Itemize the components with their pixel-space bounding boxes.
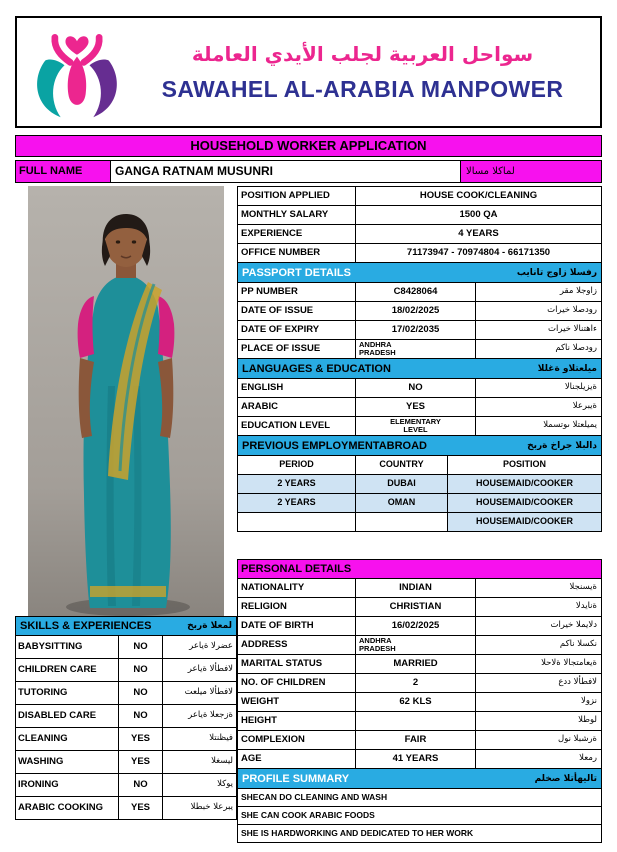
field-label-arabic: لافطألا ددع <box>475 674 601 692</box>
passport-section-header <box>237 263 602 283</box>
field-label: ARABIC COOKING <box>18 802 103 813</box>
field-label-arabic: ةنايدلا <box>475 598 601 616</box>
column-header-period: PERIOD <box>279 459 314 469</box>
field-label-arabic: يوكلا <box>217 779 233 789</box>
row-date-of-expiry <box>237 321 602 340</box>
column-header-position: POSITION <box>502 459 546 469</box>
field-label: DATE OF EXPIRY <box>241 324 320 335</box>
column-header-country: COUNTRY <box>355 456 448 474</box>
field-value <box>355 712 475 730</box>
field-label-arabic: رودصلا خيرات <box>475 302 601 320</box>
field-label-arabic: رمعلا <box>475 750 601 768</box>
field-label: CHILDREN CARE <box>18 664 97 675</box>
field-value: 71173947 - 70974804 - 66171350 <box>355 244 601 262</box>
row-cleaning <box>15 728 237 751</box>
field-value: ELEMENTARY LEVEL <box>390 417 441 434</box>
field-label: WASHING <box>18 756 64 767</box>
photo-area <box>15 186 237 616</box>
field-label-arabic: نكسلا ناكم <box>475 636 601 654</box>
employment-row-2 <box>237 494 602 513</box>
profile-summary-line: SHE CAN COOK ARABIC FOODS <box>237 807 602 825</box>
field-label: ADDRESS <box>241 639 288 650</box>
row-marital-status <box>237 655 602 674</box>
country-cell <box>355 513 448 531</box>
field-value: NO <box>118 682 163 704</box>
period-cell <box>238 513 355 531</box>
field-value: 4 YEARS <box>355 225 601 243</box>
skills-title-arabic: لمعلا ةربخ <box>187 621 232 631</box>
agency-name: SAWAHEL AL-ARABIA MANPOWER <box>161 75 564 102</box>
field-label: COMPLEXION <box>241 734 305 745</box>
full-name-value: GANGA RATNAM MUSUNRI <box>111 161 461 182</box>
row-arabic <box>237 398 602 417</box>
profile-section-header <box>237 769 602 789</box>
employment-title-arabic: دالبلا جراخ ةربخ <box>527 440 597 451</box>
field-label: OFFICE NUMBER <box>241 247 321 258</box>
field-label-arabic: فيظنتلا <box>209 733 233 743</box>
field-label: HEIGHT <box>241 715 277 726</box>
field-label: AGE <box>241 753 262 764</box>
passport-title-arabic: رفسلا زاوج تانايب <box>516 267 597 278</box>
field-value: INDIAN <box>355 579 475 597</box>
full-name-label-arabic: لماكلا مسالا <box>461 161 601 182</box>
field-label-arabic: ةيبرعلا <box>475 398 601 416</box>
field-label: DATE OF ISSUE <box>241 305 314 316</box>
period-cell: 2 YEARS <box>238 494 355 512</box>
employment-row-3 <box>237 513 602 532</box>
personal-section-header: PERSONAL DETAILS <box>237 559 602 579</box>
field-value: YES <box>355 398 475 416</box>
field-label: EDUCATION LEVEL <box>241 420 331 431</box>
field-label-arabic: ةيسنجلا <box>475 579 601 597</box>
field-label: ARABIC <box>241 401 278 412</box>
field-value: 17/02/2035 <box>355 321 475 339</box>
row-no-of-children <box>237 674 602 693</box>
field-label: MARITAL STATUS <box>241 658 323 669</box>
field-value: NO <box>118 774 163 796</box>
languages-section-header <box>237 359 602 379</box>
field-label: RELIGION <box>241 601 287 612</box>
field-label: NATIONALITY <box>241 582 305 593</box>
field-label-arabic: لافطألا ةياعر <box>187 664 233 674</box>
row-experience <box>237 225 602 244</box>
field-label: BABYSITTING <box>18 641 83 652</box>
row-education-level <box>237 417 602 436</box>
row-monthly-salary <box>237 206 602 225</box>
field-value: ANDHRA PRADESH <box>359 340 396 357</box>
field-value: HOUSE COOK/CLEANING <box>355 187 601 205</box>
field-value: ANDHRA PRADESH <box>359 636 396 653</box>
agency-header <box>15 16 602 128</box>
employment-section-header <box>237 436 602 456</box>
period-cell: 2 YEARS <box>238 475 355 493</box>
field-value: CHRISTIAN <box>355 598 475 616</box>
employment-row-1 <box>237 475 602 494</box>
position-cell: HOUSEMAID/COOKER <box>448 513 601 531</box>
field-label: IRONING <box>18 779 59 790</box>
form-body <box>15 186 602 843</box>
field-label-arabic: لوطلا <box>475 712 601 730</box>
row-disabled-care <box>15 705 237 728</box>
field-label: MONTHLY SALARY <box>241 209 329 220</box>
field-value: YES <box>118 797 163 819</box>
country-cell: DUBAI <box>355 475 448 493</box>
row-arabic-cooking <box>15 797 237 820</box>
field-value: NO <box>118 659 163 681</box>
form-title-banner: HOUSEHOLD WORKER APPLICATION <box>15 135 602 157</box>
field-label-arabic: عضرلا ةياعر <box>189 641 233 651</box>
field-label-arabic: زاوجلا مقر <box>475 283 601 301</box>
profile-summary-line: SHECAN DO CLEANING AND WASH <box>237 789 602 807</box>
row-tutoring <box>15 682 237 705</box>
left-column <box>15 186 237 820</box>
agency-name-arabic: سواحل العربية لجلب الأيدي العاملة <box>191 41 534 66</box>
row-washing <box>15 751 237 774</box>
field-value: NO <box>355 379 475 397</box>
field-value: 2 <box>355 674 475 692</box>
row-age <box>237 750 602 769</box>
row-date-of-birth <box>237 617 602 636</box>
employment-title: PREVIOUS EMPLOYMENTABROAD <box>242 439 427 452</box>
skills-title: SKILLS & EXPERIENCES <box>20 620 152 632</box>
field-label: TUTORING <box>18 687 68 698</box>
field-label-arabic: ةيزيلجنالا <box>475 379 601 397</box>
field-value: 18/02/2025 <box>355 302 475 320</box>
row-complexion <box>237 731 602 750</box>
row-babysitting <box>15 636 237 659</box>
field-value: NO <box>118 636 163 658</box>
field-label: ENGLISH <box>241 382 284 393</box>
spacer <box>237 532 602 559</box>
row-office-number <box>237 244 602 263</box>
row-children-care <box>15 659 237 682</box>
profile-summary-line: SHE IS HARDWORKING AND DEDICATED TO HER WORK <box>237 825 602 843</box>
field-value: MARRIED <box>355 655 475 673</box>
field-value: 62 KLS <box>355 693 475 711</box>
row-english <box>237 379 602 398</box>
position-cell: HOUSEMAID/COOKER <box>448 475 601 493</box>
row-nationality <box>237 579 602 598</box>
field-value: 1500 QA <box>355 206 601 224</box>
languages-title: LANGUAGES & EDUCATION <box>242 362 391 375</box>
employment-table-header <box>237 456 602 475</box>
row-place-of-issue <box>237 340 602 359</box>
field-label: POSITION APPLIED <box>241 190 330 201</box>
field-label-arabic: ةرشبلا نول <box>475 731 601 749</box>
profile-title-arabic: تاليهأتلا صخلم <box>534 773 597 784</box>
agency-logo-icon <box>23 22 131 122</box>
field-label-arabic: ةيعامتجالا ةلاحلا <box>475 655 601 673</box>
skills-section-header <box>15 616 237 636</box>
field-label-arabic: ءاهتنالا خيرات <box>475 321 601 339</box>
field-label-arabic: ليسغلا <box>211 756 233 766</box>
row-weight <box>237 693 602 712</box>
row-religion <box>237 598 602 617</box>
country-cell: OMAN <box>355 494 448 512</box>
field-label: DISABLED CARE <box>18 710 97 721</box>
field-label-arabic: نزولا <box>475 693 601 711</box>
field-value: NO <box>118 705 163 727</box>
row-height <box>237 712 602 731</box>
field-label-arabic: يبرعلا خبطلا <box>190 802 233 812</box>
agency-titles <box>131 42 594 103</box>
field-label-arabic: يميلعتلا ىوتسملا <box>475 417 601 435</box>
field-label: PLACE OF ISSUE <box>241 343 321 354</box>
passport-title: PASSPORT DETAILS <box>242 266 351 279</box>
field-label-arabic: ةزجعلا ةياعر <box>188 710 233 720</box>
full-name-label: FULL NAME <box>16 161 111 182</box>
field-value: FAIR <box>355 731 475 749</box>
field-label: EXPERIENCE <box>241 228 303 239</box>
full-name-row <box>15 160 602 183</box>
field-label-arabic: لافطألا ميلعت <box>184 687 233 697</box>
field-label: PP NUMBER <box>241 286 298 297</box>
profile-title: PROFILE SUMMARY <box>242 772 350 785</box>
field-value: YES <box>118 728 163 750</box>
field-value: YES <box>118 751 163 773</box>
languages-title-arabic: ميلعتلاو ةغللا <box>537 363 597 374</box>
row-position-applied <box>237 186 602 206</box>
position-cell: HOUSEMAID/COOKER <box>448 494 601 512</box>
row-ironing <box>15 774 237 797</box>
field-label-arabic: دلايملا خيرات <box>475 617 601 635</box>
field-value: 16/02/2025 <box>355 617 475 635</box>
row-pp-number <box>237 283 602 302</box>
row-date-of-issue <box>237 302 602 321</box>
field-label: CLEANING <box>18 733 68 744</box>
row-address <box>237 636 602 655</box>
field-label-arabic: رودصلا ناكم <box>475 340 601 358</box>
field-label: DATE OF BIRTH <box>241 620 314 631</box>
field-label: NO. OF CHILDREN <box>241 677 326 688</box>
field-label: WEIGHT <box>241 696 279 707</box>
field-value: C8428064 <box>355 283 475 301</box>
worker-photo <box>28 186 224 616</box>
field-value: 41 YEARS <box>355 750 475 768</box>
right-column <box>237 186 602 843</box>
